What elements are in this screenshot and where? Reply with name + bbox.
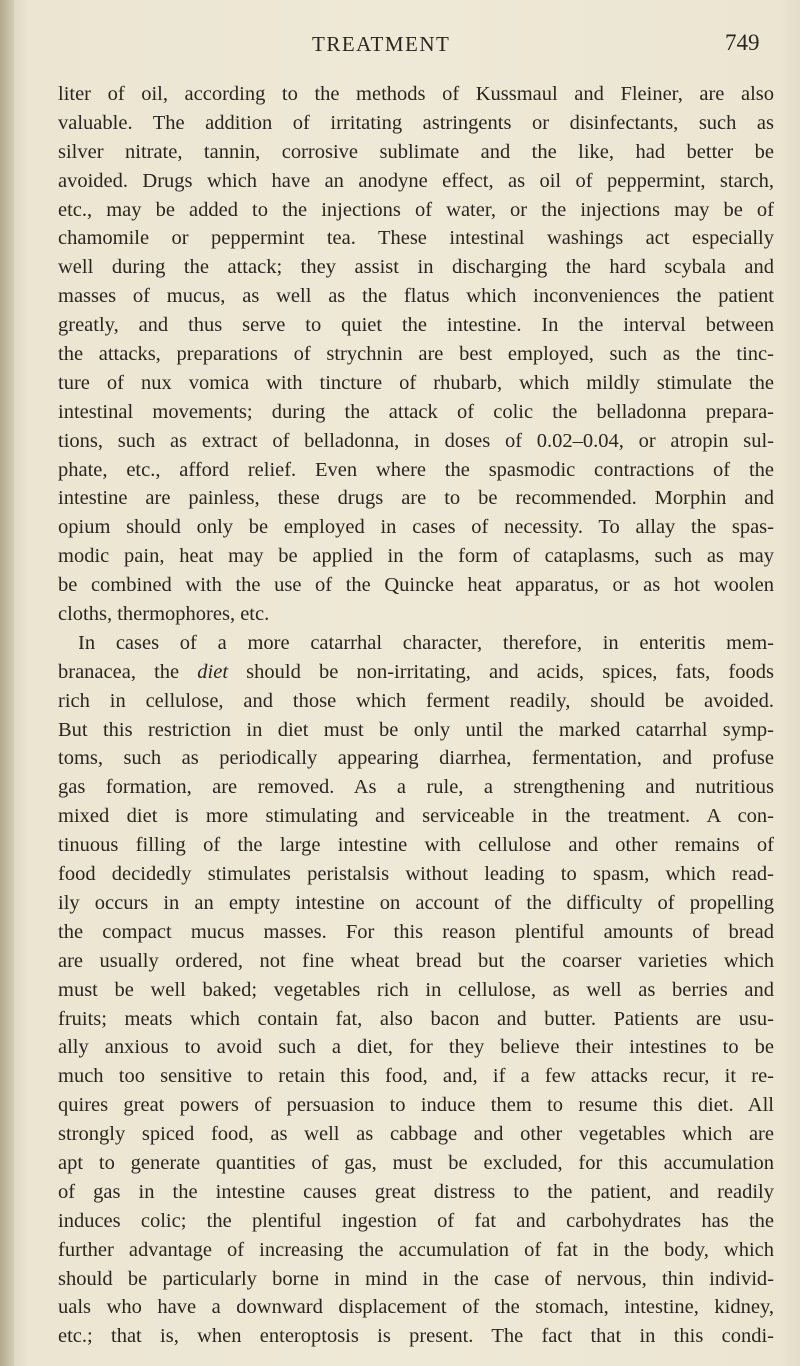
text-line: apt to generate quantities of gas, must be excluded, for this accumulation: [58, 1151, 774, 1174]
binding-gutter: [0, 0, 14, 1366]
text-line: gas formation, are removed. As a rule, a strengthening and nutritious: [58, 776, 774, 799]
text-line: fruits; meats which contain fat, also bacon and butter. Patients are usu-: [58, 1007, 774, 1030]
text-line: food decidedly stimulates peristalsis without leading to spasm, which read-: [58, 863, 774, 886]
text-line: ily occurs in an empty intestine on account of the difficulty of propelling: [58, 891, 774, 914]
text-line: well during the attack; they assist in discharging the hard scybala and: [58, 256, 774, 279]
text-line: intestinal movements; during the attack of colic the belladonna prepara-: [58, 400, 774, 423]
text-line: avoided. Drugs which have an anodyne effect, as oil of peppermint, starch,: [58, 169, 774, 192]
text-line: intestine are painless, these drugs are to be recommended. Morphin and: [58, 487, 774, 510]
text-line: silver nitrate, tannin, corrosive sublimate and the like, had better be: [58, 140, 774, 163]
text-line: much too sensitive to retain this food, and, if a few attacks recur, it re-: [58, 1065, 774, 1088]
text-line: of gas in the intestine causes great distress to the patient, and readily: [58, 1180, 774, 1203]
running-header: [0, 28, 800, 62]
text-line: ally anxious to avoid such a diet, for they believe their intestines to be: [58, 1036, 774, 1059]
body-text: [58, 80, 774, 1351]
text-line: greatly, and thus serve to quiet the intestine. In the interval between: [58, 314, 774, 337]
text-line: mixed diet is more stimulating and serviceable in the treatment. A con-: [58, 805, 774, 828]
text-line: tions, such as extract of belladonna, in doses of 0.02–0.04, or atropin sul-: [58, 429, 774, 452]
text-line: quires great powers of persuasion to induce them to resume this diet. All: [58, 1094, 774, 1117]
text-line: etc.; that is, when enteroptosis is present. The fact that in this condi-: [58, 1325, 774, 1348]
text-line: induces colic; the plentiful ingestion of fat and carbohydrates has the: [58, 1209, 774, 1232]
text-line: tinuous filling of the large intestine with cellulose and other remains of: [58, 834, 774, 857]
text-line: toms, such as periodically appearing diarrhea, fermentation, and profuse: [58, 747, 774, 770]
text-line: rich in cellulose, and those which ferment readily, should be avoided.: [58, 689, 774, 712]
running-title: TREATMENT: [312, 32, 451, 56]
text-line: must be well baked; vegetables rich in cellulose, as well as berries and: [58, 978, 774, 1001]
text-line: the compact mucus masses. For this reason plentiful amounts of bread: [58, 920, 774, 943]
text-segment: branacea, the: [58, 660, 198, 683]
page-number: 749: [725, 30, 760, 55]
text-line: further advantage of increasing the accumulation of fat in the body, which: [58, 1238, 774, 1261]
text-line: valuable. The addition of irritating astringents or disinfectants, such as: [58, 111, 774, 134]
text-line: modic pain, heat may be applied in the form of cataplasms, such as may: [58, 545, 774, 568]
text-line: opium should only be employed in cases of necessity. To allay the spas-: [58, 516, 774, 539]
italic-term-diet: diet: [197, 660, 229, 683]
text-line: are usually ordered, not fine wheat bread but the coarser varieties which: [58, 949, 774, 972]
text-line: But this restriction in diet must be only until the marked catarrhal symp-: [58, 718, 774, 741]
text-line: phate, etc., afford relief. Even where the spasmodic contractions of the: [58, 458, 774, 481]
text-line: cloths, thermophores, etc.: [58, 603, 270, 626]
text-line: chamomile or peppermint tea. These intestinal washings act especially: [58, 227, 774, 250]
text-line: masses of mucus, as well as the flatus which inconveniences the patient: [58, 285, 774, 308]
text-line: should be particularly borne in mind in the case of nervous, thin individ-: [58, 1267, 774, 1290]
paragraph-start-line: In cases of a more catarrhal character, therefore, in enteritis mem-: [78, 631, 774, 654]
text-line-with-emphasis: [58, 658, 774, 687]
text-line: uals who have a downward displacement of the stomach, intestine, kidney,: [58, 1296, 774, 1319]
text-line: strongly spiced food, as well as cabbage and other vegetables which are: [58, 1123, 774, 1146]
text-line: etc., may be added to the injections of water, or the injections may be of: [58, 198, 774, 221]
text-line: liter of oil, according to the methods of Kussmaul and Fleiner, are also: [58, 83, 774, 105]
text-line: the attacks, preparations of strychnin are best employed, such as the tinc-: [58, 343, 774, 366]
text-line: be combined with the use of the Quincke heat apparatus, or as hot woolen: [58, 574, 774, 597]
text-line: ture of nux vomica with tincture of rhubarb, which mildly stimulate the: [58, 371, 774, 394]
text-segment: should be non-irritating, and acids, spices, fats, foods: [228, 660, 774, 683]
